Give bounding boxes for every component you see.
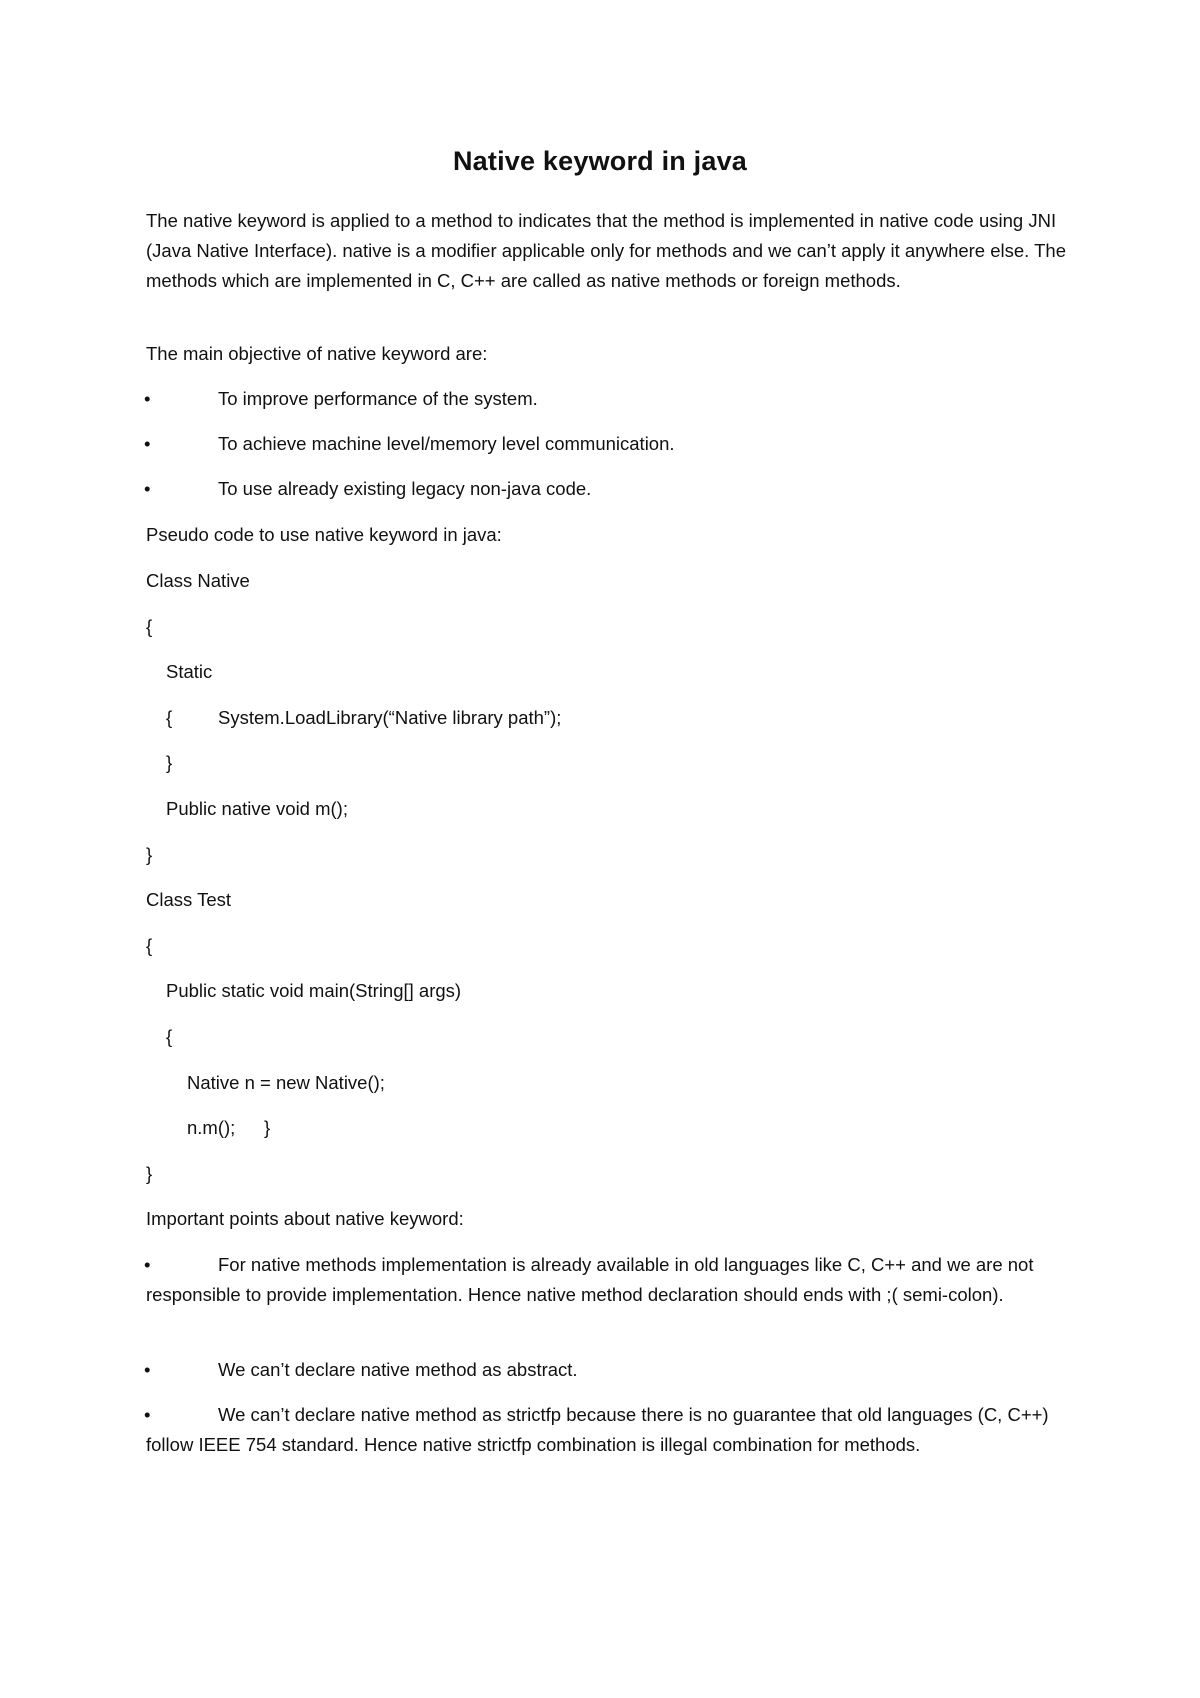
bullet-icon: • <box>144 1404 151 1425</box>
code-line: { <box>166 1026 173 1047</box>
point-text: We can’t declare native method as strictfp because there is no guarantee that old languages (C, C++) follow IEEE 754 standard. Hence native strictfp combination is illegal combination for methods. <box>146 1404 1049 1455</box>
bullet-icon: • <box>144 433 151 454</box>
point-text: For native methods implementation is already available in old languages like C, C++ and we are not responsible to provide implementation. Hence native method declaration should ends with ;( semi-colon). <box>146 1254 1034 1305</box>
code-line: Public native void m(); <box>166 798 348 819</box>
code-line: Public static void main(String[] args) <box>166 980 462 1001</box>
objective-item: To achieve machine level/memory level communication. <box>218 433 675 454</box>
bullet-icon: • <box>144 478 151 499</box>
point-item <box>146 1250 1066 1310</box>
objective-heading: The main objective of native keyword are: <box>146 343 488 364</box>
code-line: Static <box>166 661 213 682</box>
code-line: Native n = new Native(); <box>187 1072 385 1093</box>
code-line: } <box>166 752 173 773</box>
code-line: { <box>146 935 153 956</box>
point-item <box>146 1400 1066 1460</box>
code-line: { <box>166 707 173 728</box>
intro-paragraph: The native keyword is applied to a method to indicates that the method is implemented in native code using JNI (Java Native Interface). native is a modifier applicable only for methods and we can’t apply it anywhere else. The methods which are implemented in C, C++ are called as native methods or foreign methods. <box>146 210 1066 291</box>
objective-item: To use already existing legacy non-java code. <box>218 478 592 499</box>
points-heading: Important points about native keyword: <box>146 1208 464 1229</box>
code-line: Class Native <box>146 570 250 591</box>
objective-item: To improve performance of the system. <box>218 388 538 409</box>
code-line: n.m(); <box>187 1117 236 1138</box>
point-item: We can’t declare native method as abstract. <box>218 1359 578 1380</box>
pseudo-code-heading: Pseudo code to use native keyword in java: <box>146 524 502 545</box>
document-title: Native keyword in java <box>452 146 748 176</box>
code-line: { <box>146 616 153 637</box>
code-line: } <box>146 1163 153 1184</box>
code-line: System.LoadLibrary(“Native library path”); <box>218 707 562 728</box>
code-line: Class Test <box>146 889 231 910</box>
code-line: } <box>264 1117 271 1138</box>
code-line: } <box>146 844 153 865</box>
bullet-icon: • <box>144 1254 151 1275</box>
bullet-icon: • <box>144 1359 151 1380</box>
bullet-icon: • <box>144 388 151 409</box>
